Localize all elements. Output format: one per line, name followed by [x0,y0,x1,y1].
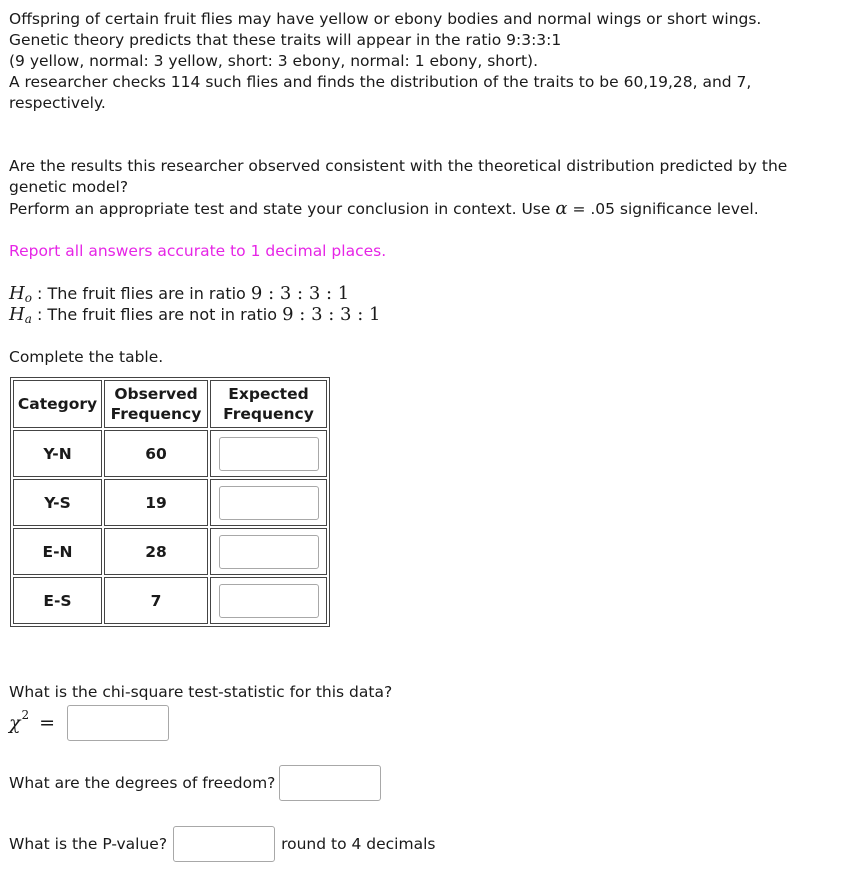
question-line-text: Perform an appropriate test and state your conclusion in context. Use [9,200,551,218]
observed-cell: 28 [104,528,208,575]
problem-question [9,156,844,220]
alpha-symbol: α [555,198,568,219]
intro-line: Offspring of certain fruit flies may have yellow or ebony bodies and normal wings or short wings. [9,10,762,28]
df-question: What are the degrees of freedom? [9,774,276,792]
h0-var: H [9,283,25,304]
expected-cell [210,528,327,575]
chi-symbol: χ [9,712,21,734]
category-header: Category [13,380,102,428]
h0-sub: o [24,291,32,305]
chi-square-question: What is the chi-square test-statistic for this data? [9,683,393,701]
chi-equals: = [39,712,56,734]
frequency-table [10,377,330,627]
intro-line: respectively. [9,94,106,112]
expected-input-e-s[interactable] [219,584,319,618]
ha-ratio: 9 : 3 : 3 : 1 [282,304,381,325]
chi-superscript: 2 [21,708,30,722]
table-header-row [13,380,327,428]
expected-input-e-n[interactable] [219,535,319,569]
null-hypothesis [9,283,349,306]
intro-line: (9 yellow, normal: 3 yellow, short: 3 ebony, normal: 1 ebony, short). [9,52,538,70]
expected-header-line2: Frequency [223,405,314,423]
observed-header-line2: Frequency [110,405,202,423]
expected-cell [210,479,327,526]
question-line: genetic model? [9,178,129,196]
expected-cell [210,577,327,624]
expected-cell [210,430,327,477]
observed-cell: 19 [104,479,208,526]
alternative-hypothesis [9,304,380,327]
problem-intro [9,9,839,114]
p-value-note: round to 4 decimals [281,835,436,853]
table-row [13,528,327,575]
category-cell: Y-N [13,430,102,477]
category-cell: E-N [13,528,102,575]
ha-var: H [9,304,25,325]
observed-cell: 60 [104,430,208,477]
p-value-question: What is the P-value? [9,835,168,853]
degrees-of-freedom-row [9,765,381,801]
p-value-row [9,826,435,862]
category-cell: E-S [13,577,102,624]
ha-text: : The fruit flies are not in ratio [36,305,278,324]
chi-square-input[interactable] [67,705,169,741]
chi-square-answer-row [9,705,169,741]
table-row [13,577,327,624]
intro-line: A researcher checks 114 such flies and finds the distribution of the traits to be 60,19,28, and 7, [9,73,752,91]
report-note: Report all answers accurate to 1 decimal places. [9,242,387,260]
observed-header-line1: Observed [114,385,198,403]
degrees-of-freedom-input[interactable] [279,765,381,801]
intro-line: Genetic theory predicts that these traits will appear in the ratio 9:3:3:1 [9,31,562,49]
category-cell: Y-S [13,479,102,526]
table-row [13,430,327,477]
expected-input-y-s[interactable] [219,486,319,520]
expected-header-line1: Expected [228,385,309,403]
expected-input-y-n[interactable] [219,437,319,471]
question-line: Are the results this researcher observed consistent with the theoretical distribution predicted by the [9,157,788,175]
ha-sub: a [24,312,32,326]
table-row [13,479,327,526]
p-value-input[interactable] [173,826,275,862]
h0-text: : The fruit flies are in ratio [37,284,246,303]
question-line [9,198,844,220]
observed-header [104,380,208,428]
h0-ratio: 9 : 3 : 3 : 1 [250,283,350,304]
expected-header [210,380,327,428]
table-instruction: Complete the table. [9,348,164,366]
observed-cell: 7 [104,577,208,624]
alpha-value: = .05 significance level. [572,200,759,218]
